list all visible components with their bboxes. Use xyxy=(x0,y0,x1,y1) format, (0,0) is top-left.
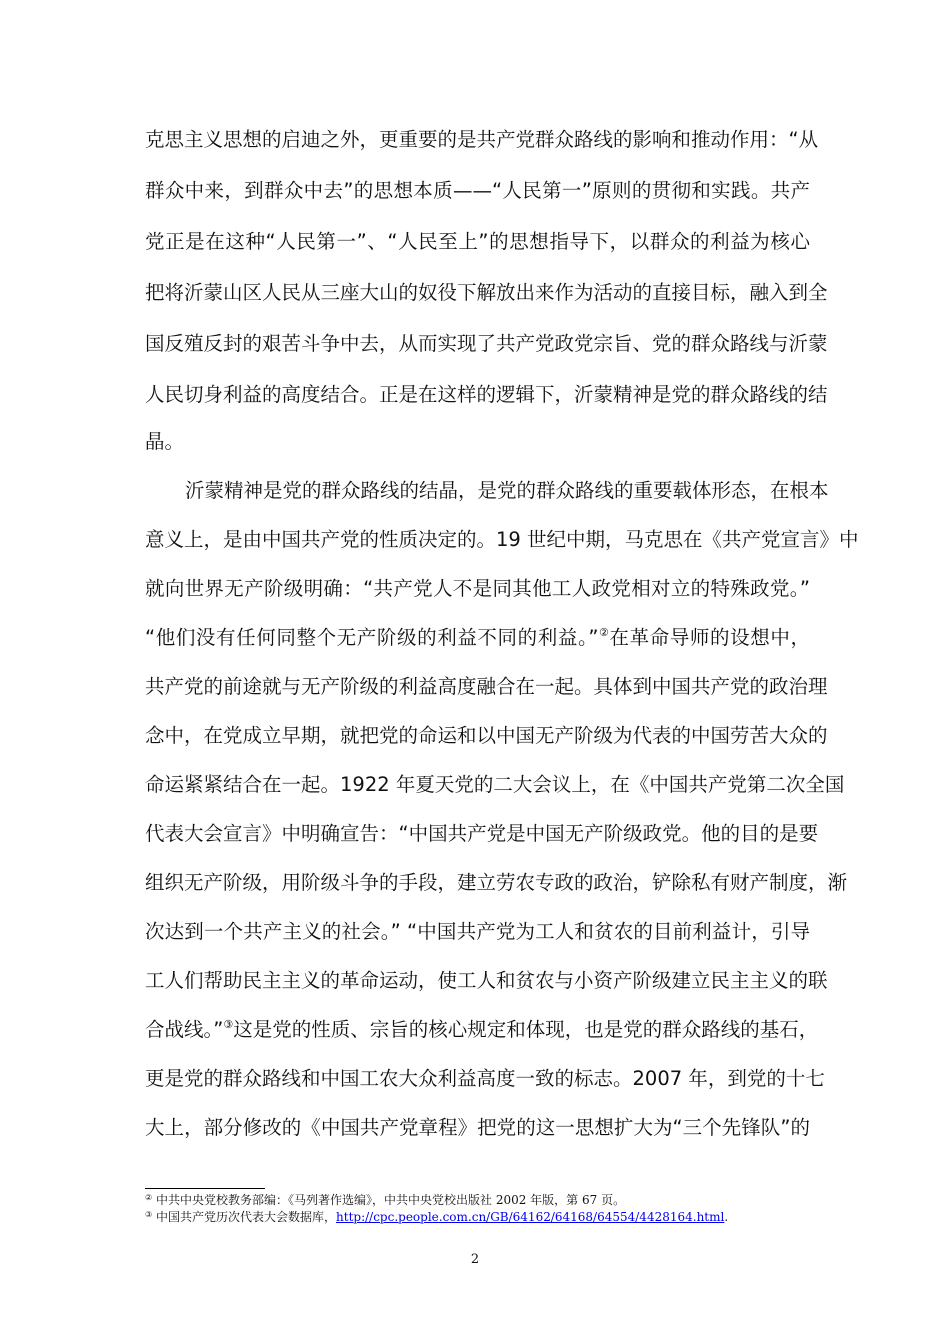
footnote-separator xyxy=(145,1188,265,1189)
footnote-mark: ③ xyxy=(145,1210,153,1219)
footnote-mark[interactable]: ③ xyxy=(223,1018,234,1031)
body-line: 把将沂蒙山区人民从三座大山的奴役下解放出来作为活动的直接目标，融入到全 xyxy=(145,281,828,304)
body-line: 党正是在这种“人民第一”、“人民至上”的思想指导下，以群众的利益为核心 xyxy=(145,230,810,253)
footnote-link[interactable]: http://cpc.people.com.cn/GB/64162/64168/64554/4428164.html xyxy=(336,1210,725,1224)
body-text: “他们没有任何同整个无产阶级的利益不同的利益。” xyxy=(145,626,599,649)
body-line-with-footnote xyxy=(145,1015,819,1045)
body-line: 就向世界无产阶级明确：“共产党人不是同其他工人政党相对立的特殊政党。” xyxy=(145,577,810,600)
body-line: 更是党的群众路线和中国工农大众利益高度一致的标志。2007 年，到党的十七 xyxy=(145,1067,825,1090)
footnote xyxy=(145,1209,728,1225)
body-line: 大上，部分修改的《中国共产党章程》把党的这一思想扩大为“三个先锋队”的 xyxy=(145,1116,810,1139)
body-line: 工人们帮助民主主义的革命运动，使工人和贫农与小资产阶级建立民主主义的联 xyxy=(145,969,828,992)
page-number: 2 xyxy=(470,1252,480,1267)
footnote xyxy=(145,1192,625,1208)
footnote-mark[interactable]: ② xyxy=(598,626,610,639)
body-line: 群众中来，到群众中去”的思想本质——“人民第一”原则的贯彻和实践。共产 xyxy=(145,179,810,202)
body-line: 晶。 xyxy=(145,430,185,453)
body-line: 组织无产阶级，用阶级斗争的手段，建立劳农专政的政治，铲除私有财产制度，渐 xyxy=(145,871,848,894)
body-text: 在革命导师的设想中， xyxy=(609,626,810,649)
body-text: 这是党的性质、宗旨的核心规定和体现，也是党的群众路线的基石， xyxy=(233,1018,819,1041)
body-line: 念中，在党成立早期，就把党的命运和以中国无产阶级为代表的中国劳苦大众的 xyxy=(145,724,828,747)
body-line-with-footnote xyxy=(145,623,810,653)
body-line: 克思主义思想的启迪之外，更重要的是共产党群众路线的影响和推动作用：“从 xyxy=(145,128,819,151)
body-line: 国反殖反封的艰苦斗争中去，从而实现了共产党政党宗旨、党的群众路线与沂蒙 xyxy=(145,332,828,355)
footnote-mark: ② xyxy=(145,1193,153,1202)
body-line: 命运紧紧结合在一起。1922 年夏天党的二大会议上，在《中国共产党第二次全国 xyxy=(145,773,845,796)
footnote-text: 中共中央党校教务部编：《马列著作选编》，中共中央党校出版社 2002 年版，第 67 页。 xyxy=(156,1193,626,1207)
body-line: 沂蒙精神是党的群众路线的结晶，是党的群众路线的重要载体形态，在根本 xyxy=(185,479,829,502)
body-line: 共产党的前途就与无产阶级的利益高度融合在一起。具体到中国共产党的政治理 xyxy=(145,675,828,698)
body-text: 合战线。” xyxy=(145,1018,224,1041)
body-line: 代表大会宣言》中明确宣告：“中国共产党是中国无产阶级政党。他的目的是要 xyxy=(145,822,819,845)
body-line: 次达到一个共产主义的社会。” “中国共产党为工人和贫农的目前利益计，引导 xyxy=(145,920,810,943)
footnote-text: . xyxy=(724,1210,729,1224)
body-line: 意义上，是由中国共产党的性质决定的。19 世纪中期，马克思在《共产党宣言》中 xyxy=(145,528,859,551)
body-line: 人民切身利益的高度结合。正是在这样的逻辑下，沂蒙精神是党的群众路线的结 xyxy=(145,383,828,406)
footnote-text: 中国共产党历次代表大会数据库， xyxy=(156,1210,337,1224)
